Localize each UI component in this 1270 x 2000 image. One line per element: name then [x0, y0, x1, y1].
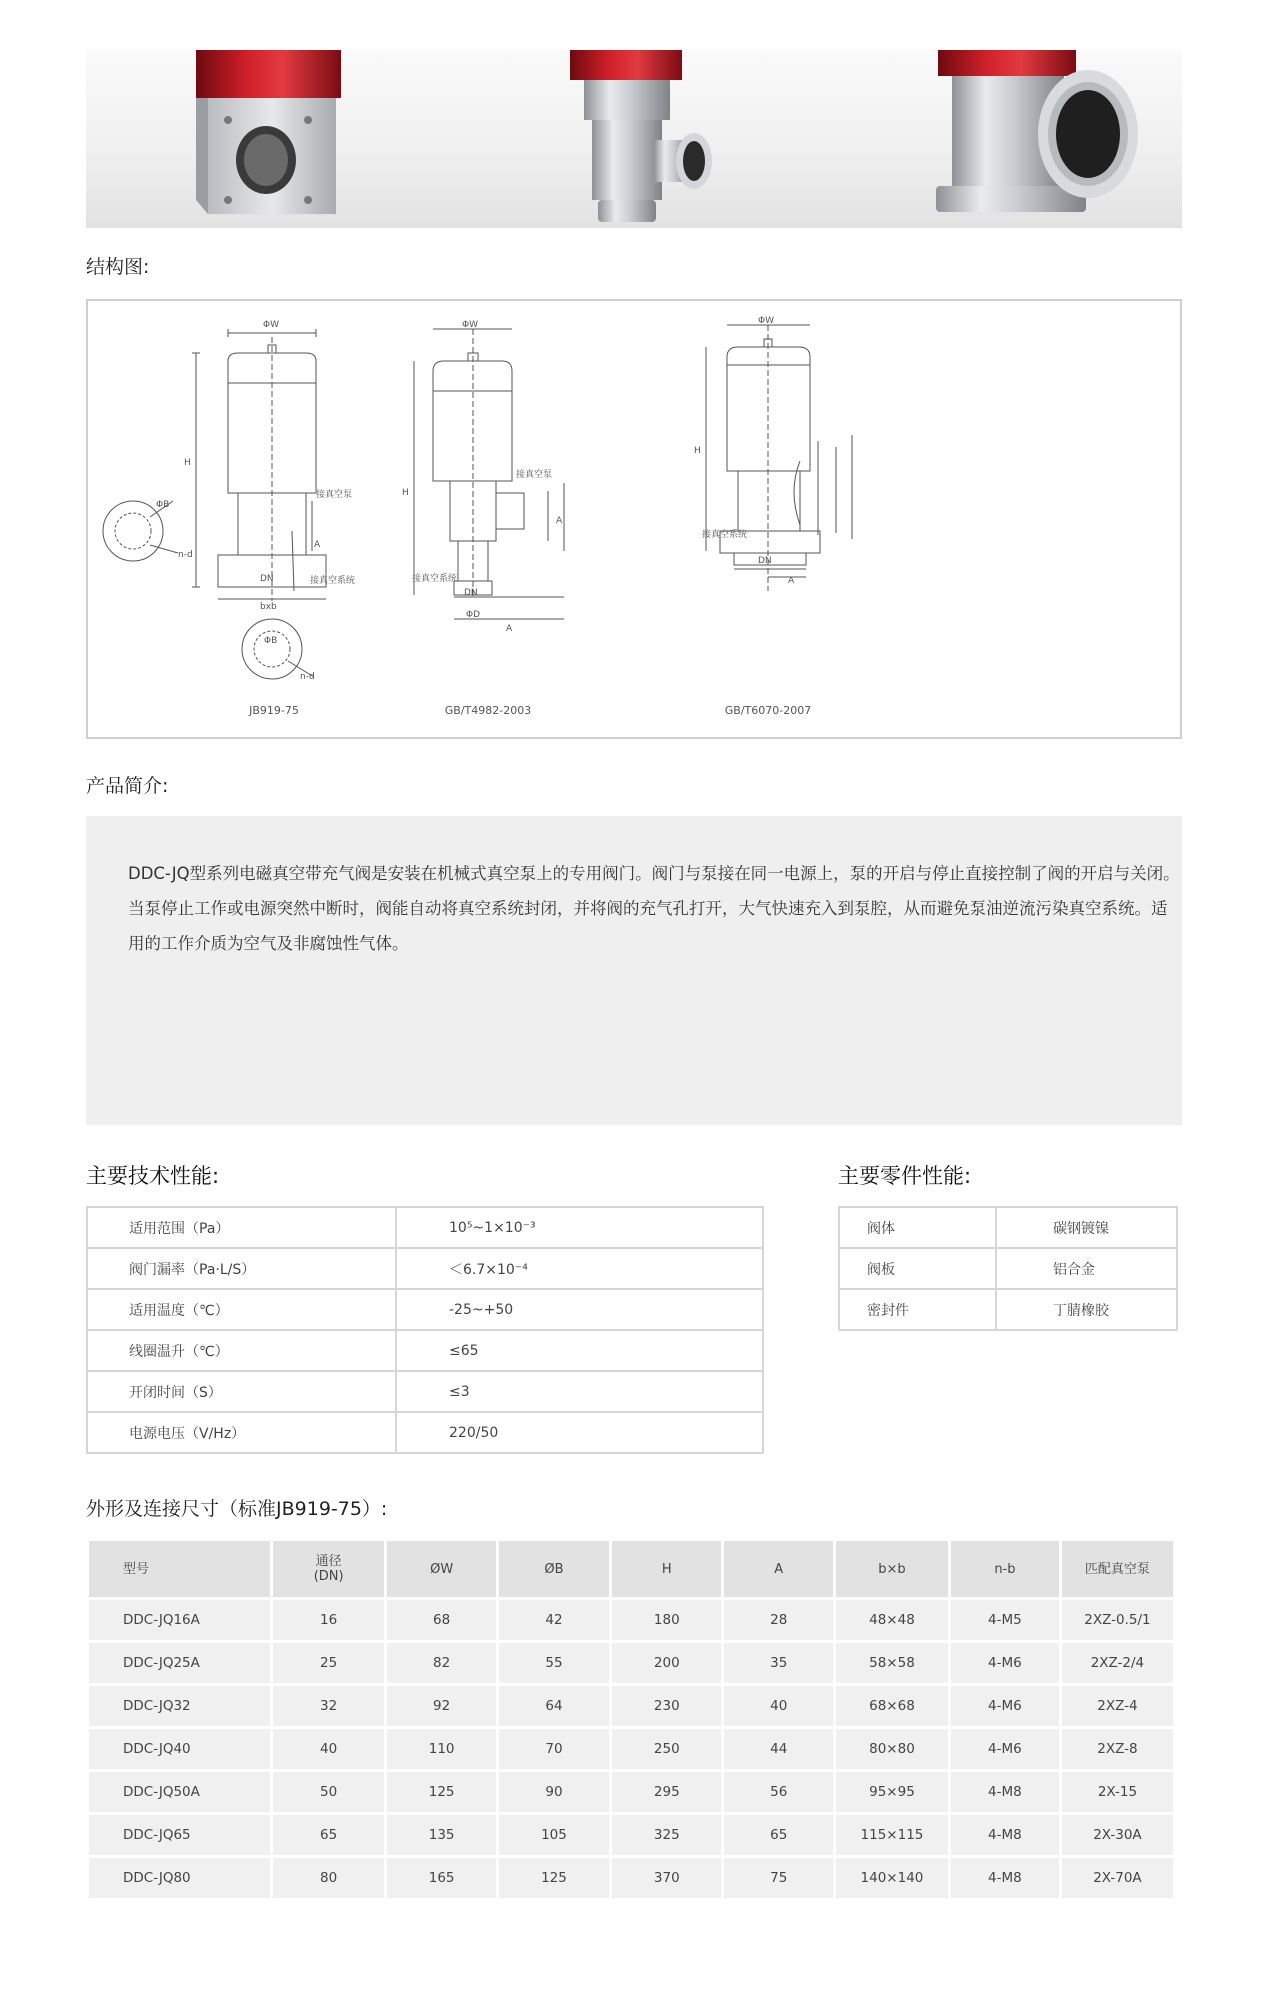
dim-row	[88, 1685, 1175, 1728]
dim-label-system-3: 接真空系统	[702, 530, 748, 540]
dim-cell: DDC-JQ25A	[88, 1642, 272, 1685]
dim-row	[88, 1814, 1175, 1857]
intro-heading: 产品简介:	[86, 775, 169, 797]
spec-label: 适用范围（Pa）	[87, 1207, 396, 1248]
part-value: 碳钢镀镍	[996, 1207, 1177, 1248]
dim-cell: 2X-15	[1060, 1771, 1174, 1814]
dim-cell: 58×58	[834, 1642, 949, 1685]
dim-label-nd-1: n-d	[178, 550, 193, 560]
dim-label-b-1: ΦB	[156, 500, 170, 510]
dim-label-w-3: ΦW	[758, 316, 774, 326]
dim-cell: 40	[723, 1685, 835, 1728]
dim-header-cell: n-b	[949, 1540, 1060, 1599]
dim-cell: 200	[611, 1642, 723, 1685]
dim-cell: 110	[386, 1728, 497, 1771]
dim-cell: 140×140	[834, 1857, 949, 1900]
spec-row	[87, 1330, 763, 1371]
part-value: 丁腈橡胶	[996, 1289, 1177, 1330]
dim-cell: 65	[271, 1814, 386, 1857]
part-value: 铝合金	[996, 1248, 1177, 1289]
dim-cell: DDC-JQ65	[88, 1814, 272, 1857]
dim-label-a-2b: A	[506, 624, 513, 634]
dim-cell: 25	[271, 1642, 386, 1685]
dim-cell: 125	[386, 1771, 497, 1814]
dim-cell: 56	[723, 1771, 835, 1814]
dim-header-cell: 通径 (DN)	[271, 1540, 386, 1599]
dim-cell: 135	[386, 1814, 497, 1857]
spec-value: ≤65	[396, 1330, 763, 1371]
drawing-jb919	[103, 329, 326, 679]
dimensions-table	[86, 1538, 1176, 1901]
dim-cell: 2XZ-2/4	[1060, 1642, 1174, 1685]
dim-cell: 64	[497, 1685, 610, 1728]
dim-cell: 40	[271, 1728, 386, 1771]
spec-label: 线圈温升（℃）	[87, 1330, 396, 1371]
spec-value: -25~+50	[396, 1289, 763, 1330]
dim-cell: 165	[386, 1857, 497, 1900]
spec-value: 220/50	[396, 1412, 763, 1453]
dim-cell: 82	[386, 1642, 497, 1685]
dim-label-a-2: A	[556, 516, 563, 526]
dim-cell: 115×115	[834, 1814, 949, 1857]
spec-row	[87, 1371, 763, 1412]
dim-cell: 2XZ-4	[1060, 1685, 1174, 1728]
dim-label-w-1: ΦW	[263, 320, 279, 330]
dim-cell: 2XZ-0.5/1	[1060, 1599, 1174, 1642]
spec-value: ≤3	[396, 1371, 763, 1412]
dim-cell: 92	[386, 1685, 497, 1728]
dim-cell: 68	[386, 1599, 497, 1642]
dim-label-dn-2: DN	[464, 588, 478, 598]
dim-header-cell: ØW	[386, 1540, 497, 1599]
dim-cell: 90	[497, 1771, 610, 1814]
dim-label-b-1b: ΦB	[264, 636, 278, 646]
dim-cell: 2X-70A	[1060, 1857, 1174, 1900]
dim-header-cell: b×b	[834, 1540, 949, 1599]
spec-row	[87, 1248, 763, 1289]
intro-text: DDC-JQ型系列电磁真空带充气阀是安装在机械式真空泵上的专用阀门。阀门与泵接在同一电源上，泵的开启与停止直接控制了阀的开启与关闭。当泵停止工作或电源突然中断时，阀能自动将真空系统封闭，并将阀的充气孔打开，大气快速充入到泵腔，从而避免泵油逆流污染真空系统。适用的工作介质为空气及非腐蚀性气体。	[128, 864, 1180, 953]
dim-row	[88, 1771, 1175, 1814]
dim-cell: 4-M8	[949, 1771, 1060, 1814]
spec-value: ＜6.7×10⁻⁴	[396, 1248, 763, 1289]
dim-label-h-3: H	[694, 446, 701, 456]
spec-label: 阀门漏率（Pa·L/S）	[87, 1248, 396, 1289]
dim-cell: 230	[611, 1685, 723, 1728]
structure-heading: 结构图:	[86, 256, 150, 278]
dim-row	[88, 1728, 1175, 1771]
dim-cell: 35	[723, 1642, 835, 1685]
dim-label-h-2: H	[402, 488, 409, 498]
dim-label-dn-3: DN	[758, 556, 772, 566]
drawing-gbt6070	[706, 325, 852, 591]
dim-cell: 50	[271, 1771, 386, 1814]
dim-label-system-2: 接真空系统	[412, 574, 458, 584]
dim-cell: 4-M8	[949, 1814, 1060, 1857]
dim-cell: DDC-JQ50A	[88, 1771, 272, 1814]
dim-cell: 180	[611, 1599, 723, 1642]
part-row	[839, 1289, 1177, 1330]
structure-drawing-frame	[86, 299, 1182, 739]
dim-cell: 125	[497, 1857, 610, 1900]
standard-label-2: GB/T4982-2003	[444, 704, 532, 717]
valve-photo-2	[570, 50, 712, 222]
dim-row	[88, 1642, 1175, 1685]
dim-cell: 16	[271, 1599, 386, 1642]
dim-label-w-2: ΦW	[462, 320, 478, 330]
dim-cell: 65	[723, 1814, 835, 1857]
dim-cell: 68×68	[834, 1685, 949, 1728]
dim-label-system-1: 接真空系统	[310, 576, 356, 586]
dim-row	[88, 1857, 1175, 1900]
dim-cell: 4-M5	[949, 1599, 1060, 1642]
dim-cell: 28	[723, 1599, 835, 1642]
dim-cell: 55	[497, 1642, 610, 1685]
dim-cell: 295	[611, 1771, 723, 1814]
dim-row	[88, 1599, 1175, 1642]
dim-header-cell: 匹配真空泵	[1060, 1540, 1174, 1599]
spec-row	[87, 1289, 763, 1330]
dim-label-pump-1: 接真空泵	[316, 490, 353, 500]
valve-photo-1	[196, 50, 341, 214]
dim-cell: DDC-JQ32	[88, 1685, 272, 1728]
dim-label-h-1: H	[184, 458, 191, 468]
part-label: 密封件	[839, 1289, 996, 1330]
dim-cell: 2X-30A	[1060, 1814, 1174, 1857]
dim-header-cell: ØB	[497, 1540, 610, 1599]
dim-cell: 32	[271, 1685, 386, 1728]
spec-label: 开闭时间（S）	[87, 1371, 396, 1412]
tech-specs-heading: 主要技术性能:	[86, 1164, 220, 1188]
dim-cell: 42	[497, 1599, 610, 1642]
part-row	[839, 1248, 1177, 1289]
dim-cell: 370	[611, 1857, 723, 1900]
dim-label-a-1: A	[314, 540, 321, 550]
dim-cell: DDC-JQ40	[88, 1728, 272, 1771]
spec-row	[87, 1412, 763, 1453]
dim-cell: DDC-JQ16A	[88, 1599, 272, 1642]
dim-label-pump-2: 接真空泵	[516, 470, 553, 480]
dim-header-cell: H	[611, 1540, 723, 1599]
dim-cell: 95×95	[834, 1771, 949, 1814]
parts-table	[838, 1206, 1178, 1331]
dim-cell: 105	[497, 1814, 610, 1857]
dim-cell: 44	[723, 1728, 835, 1771]
dim-cell: 4-M6	[949, 1728, 1060, 1771]
dim-label-dn-1: DN	[260, 574, 274, 584]
part-label: 阀板	[839, 1248, 996, 1289]
dim-cell: 48×48	[834, 1599, 949, 1642]
dimensions-heading: 外形及连接尺寸（标准JB919-75）:	[86, 1498, 388, 1520]
dim-header-cell: A	[723, 1540, 835, 1599]
dim-cell: 70	[497, 1728, 610, 1771]
dim-cell: 250	[611, 1728, 723, 1771]
dim-cell: 4-M6	[949, 1685, 1060, 1728]
part-row	[839, 1207, 1177, 1248]
valve-photo-3	[936, 50, 1138, 212]
dim-header-cell: 型号	[88, 1540, 272, 1599]
dim-cell: DDC-JQ80	[88, 1857, 272, 1900]
dim-label-bxb-1: bxb	[260, 602, 277, 612]
dim-cell: 4-M8	[949, 1857, 1060, 1900]
dim-cell: 80	[271, 1857, 386, 1900]
spec-row	[87, 1207, 763, 1248]
standard-label-3: GB/T6070-2007	[724, 704, 812, 717]
dim-cell: 4-M6	[949, 1642, 1060, 1685]
standard-label-1: JB919-75	[249, 704, 299, 717]
dim-cell: 80×80	[834, 1728, 949, 1771]
dim-cell: 2XZ-8	[1060, 1728, 1174, 1771]
spec-label: 适用温度（℃）	[87, 1289, 396, 1330]
spec-label: 电源电压（V/Hz）	[87, 1412, 396, 1453]
dim-cell: 325	[611, 1814, 723, 1857]
dim-label-nd-1b: n-d	[300, 672, 315, 682]
dim-label-d-2: ΦD	[466, 610, 481, 620]
parts-heading: 主要零件性能:	[838, 1164, 972, 1188]
dim-label-a-3: A	[788, 576, 795, 586]
intro-box	[86, 816, 1182, 1125]
spec-value: 10⁵~1×10⁻³	[396, 1207, 763, 1248]
tech-specs-table	[86, 1206, 764, 1454]
product-photo-banner	[86, 50, 1182, 228]
part-label: 阀体	[839, 1207, 996, 1248]
dim-cell: 75	[723, 1857, 835, 1900]
